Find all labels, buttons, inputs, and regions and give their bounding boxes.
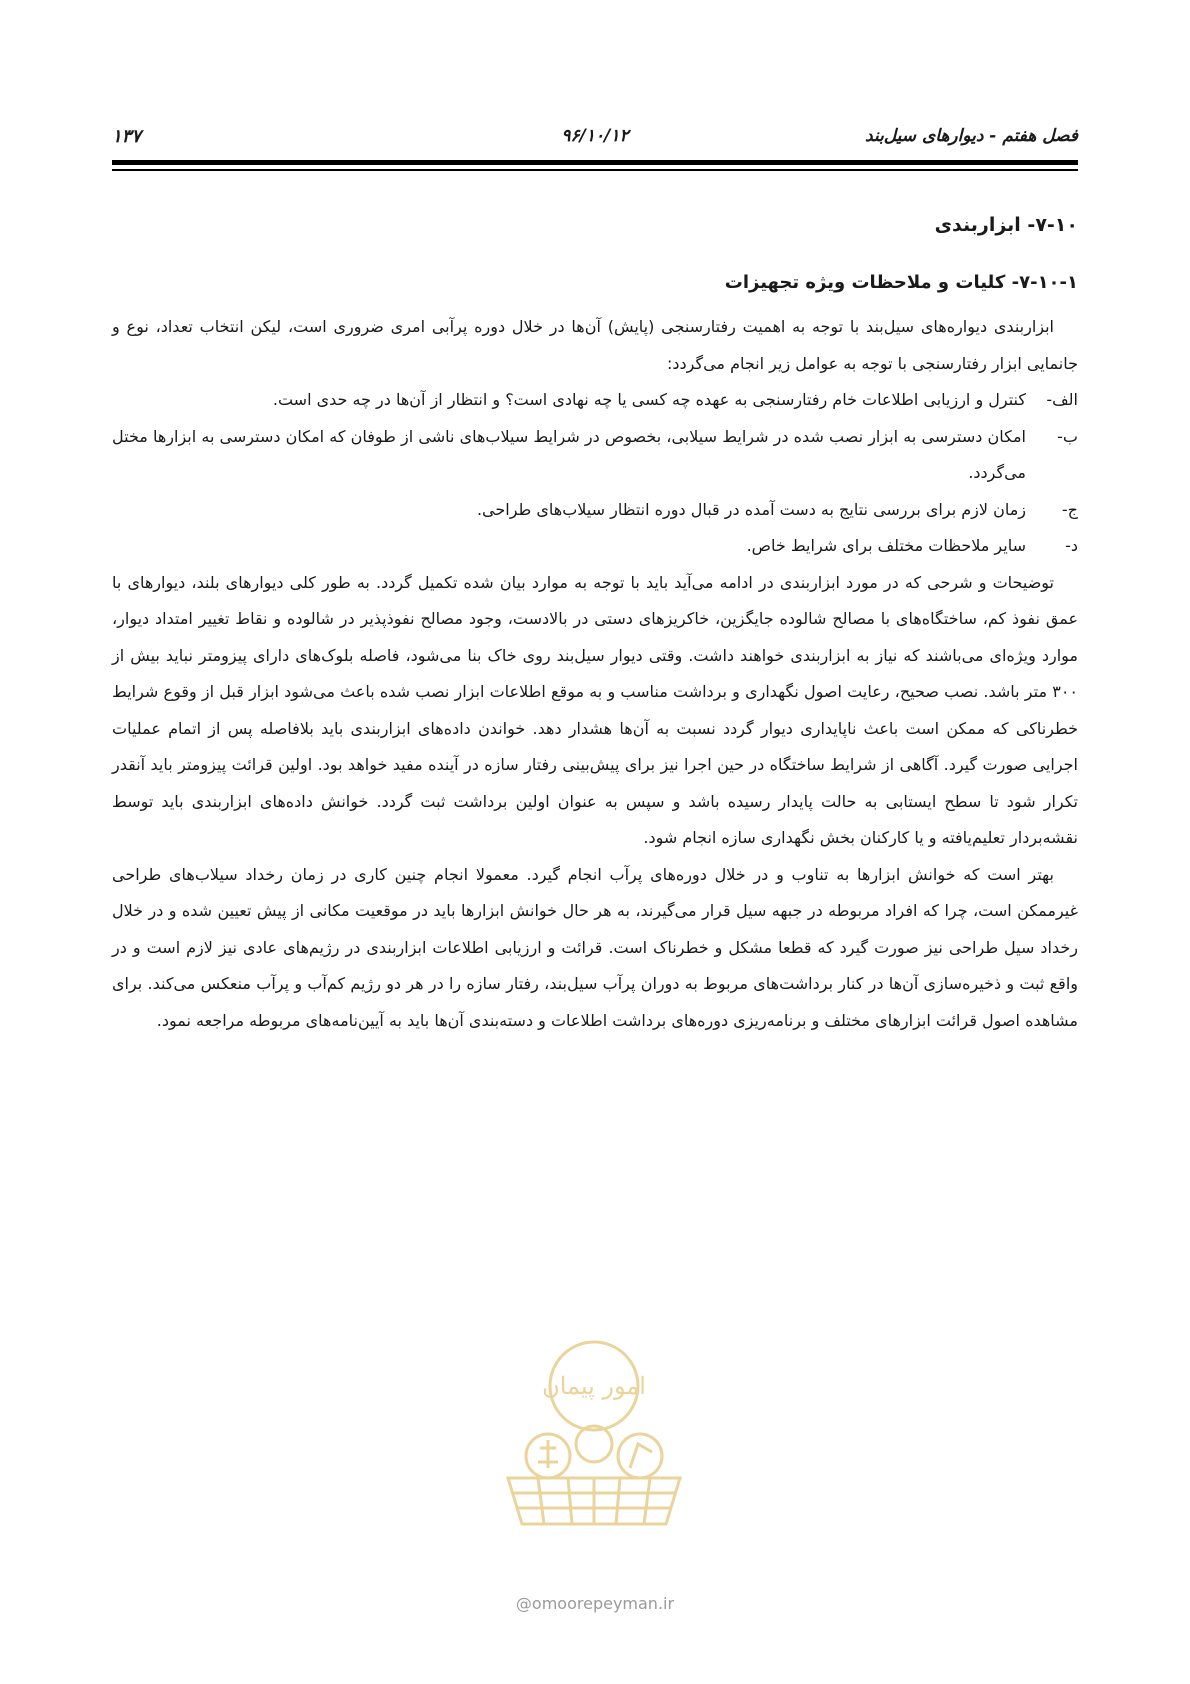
logo-lettering: امور پیمان xyxy=(542,1372,646,1400)
chapter-title: فصل هفتم - دیوارهای سیل‌بند xyxy=(865,126,1078,146)
gear-icon xyxy=(618,1434,662,1478)
list-item xyxy=(112,382,1078,419)
scales-icon xyxy=(538,1440,558,1468)
list-item-text: کنترل و ارزیابی اطلاعات خام رفتارسنجی به عهده چه کسی یا چه نهادی است؟ و انتظار از آن‌ها در چه حدی است. xyxy=(272,390,1026,409)
body-paragraph: توضیحات و شرحی که در مورد ابزاربندی در ادامه می‌آید باید با توجه به موارد بیان شده تکمیل گردد. به طور کلی دیوارهای بلند، دیوارهای با عمق نفوذ کم، ساختگاه‌های با مصالح شالوده جایگزین، خاکریزهای دستی در بالادست، وجود مصالح نفوذپذیر در شالوده و نقاط تغییر امتداد دیوار، موارد ویژه‌ای می‌باشند که نیاز به ابزاربندی خواهند داشت. وقتی دیوار سیل‌بند روی خاک بنا می‌شود، فاصله بلوک‌های دارای پیزومتر نباید بیش از ۳۰۰ متر باشد. نصب صحیح، رعایت اصول نگهداری و برداشت مناسب و به موقع اطلاعات ابزار نصب شده باعث می‌شود ابزار قبل از وقوع شرایط خطرناکی که ممکن است باعث ناپایداری دیوار گردد نسبت به آن‌ها هشدار دهد. خواندن داده‌های ابزاربندی باید بلافاصله پس از اتمام عملیات اجرایی صورت گیرد. آگاهی از شرایط ساختگاه در حین اجرا نیز برای پیش‌بینی رفتار سازه در آینده مفید خواهد بود. اولین قرائت پیزومتر باید آنقدر تکرار شود تا سطح ایستابی به حالت پایدار رسیده باشد و سپس به عنوان اولین برداشت ثبت گردد. خوانش داده‌های ابزاربندی باید توسط نقشه‌بردار تعلیم‌یافته و یا کارکنان بخش نگهداری سازه انجام شود. xyxy=(112,572,1078,847)
header-rule-thick xyxy=(112,160,1078,165)
intro-paragraph: ابزاربندی دیواره‌های سیل‌بند با توجه به اهمیت رفتارسنجی (پایش) آن‌ها در خلال دوره پرآبی امری ضروری است، لیکن انتخاب تعداد، نوع و جانمایی ابزار رفتارسنجی با توجه به عوامل زیر انجام می‌گردد: xyxy=(112,317,1078,373)
watermark-logo xyxy=(488,1328,700,1528)
page-header xyxy=(112,126,1078,150)
crane-icon xyxy=(630,1444,652,1468)
page-number: ۱۳۷ xyxy=(112,126,142,147)
page-body xyxy=(112,214,1078,1039)
list-item xyxy=(112,419,1078,492)
list-item xyxy=(112,528,1078,565)
body-paragraph: بهتر است که خوانش ابزارها به تناوب و در خلال دوره‌های پرآب انجام گیرد. معمولا انجام چنین کاری در زمان رخداد سیلاب‌های طراحی غیرممکن است، چرا که افراد مربوطه در جبهه سیل قرار می‌گیرند، به هر حال خوانش ابزارها باید در موقعیت مکانی از پیش تعیین شده و در خلال رخداد سیل طراحی نیز صورت گیرد که قطعا مشکل و خطرناک است. قرائت و ارزیابی اطلاعات ابزاربندی در رژیم‌های عادی نیز لازم است و در واقع ثبت و ذخیره‌سازی آن‌ها در کنار برداشت‌های مربوط به دوران پرآب سیل‌بند، رفتار سازه را در هر دو رژیم کم‌آب و پرآب منعکس می‌کند. برای مشاهده اصول قرائت ابزارهای مختلف و برنامه‌ریزی دوره‌های برداشت اطلاعات و دسته‌بندی آن‌ها باید به آیین‌نامه‌های مربوطه مراجعه نمود. xyxy=(112,864,1078,1030)
list-item-text: امکان دسترسی به ابزار نصب شده در شرایط سیلابی، بخصوص در شرایط سیلاب‌های ناشی از طوفان که امکان دسترسی به ابزارها مختل می‌گردد. xyxy=(112,426,1026,482)
watermark-website: @omoorepeyman.ir xyxy=(515,1594,675,1613)
list-item-marker: ب- xyxy=(1057,426,1078,446)
header-date: ۹۶/۱۰/۱۲ xyxy=(561,126,629,146)
list-item-marker: الف- xyxy=(1046,390,1078,409)
list-item xyxy=(112,492,1078,529)
subsection-heading: ۷-۱۰-۱- کلیات و ملاحظات ویژه تجهیزات xyxy=(724,272,1078,293)
list-item-text: زمان لازم برای بررسی نتایج به دست آمده در قبال دوره انتظار سیلاب‌های طراحی. xyxy=(476,499,1026,519)
requirements-list xyxy=(112,382,1078,565)
list-item-marker: د- xyxy=(1065,536,1078,555)
list-item-text: سایر ملاحظات مختلف برای شرایط خاص. xyxy=(746,536,1026,555)
list-item-marker: ج- xyxy=(1061,499,1078,519)
header-rule-thin xyxy=(112,169,1078,171)
section-heading: ۷-۱۰- ابزاربندی xyxy=(934,214,1078,236)
logo-grid-lines xyxy=(512,1478,676,1524)
